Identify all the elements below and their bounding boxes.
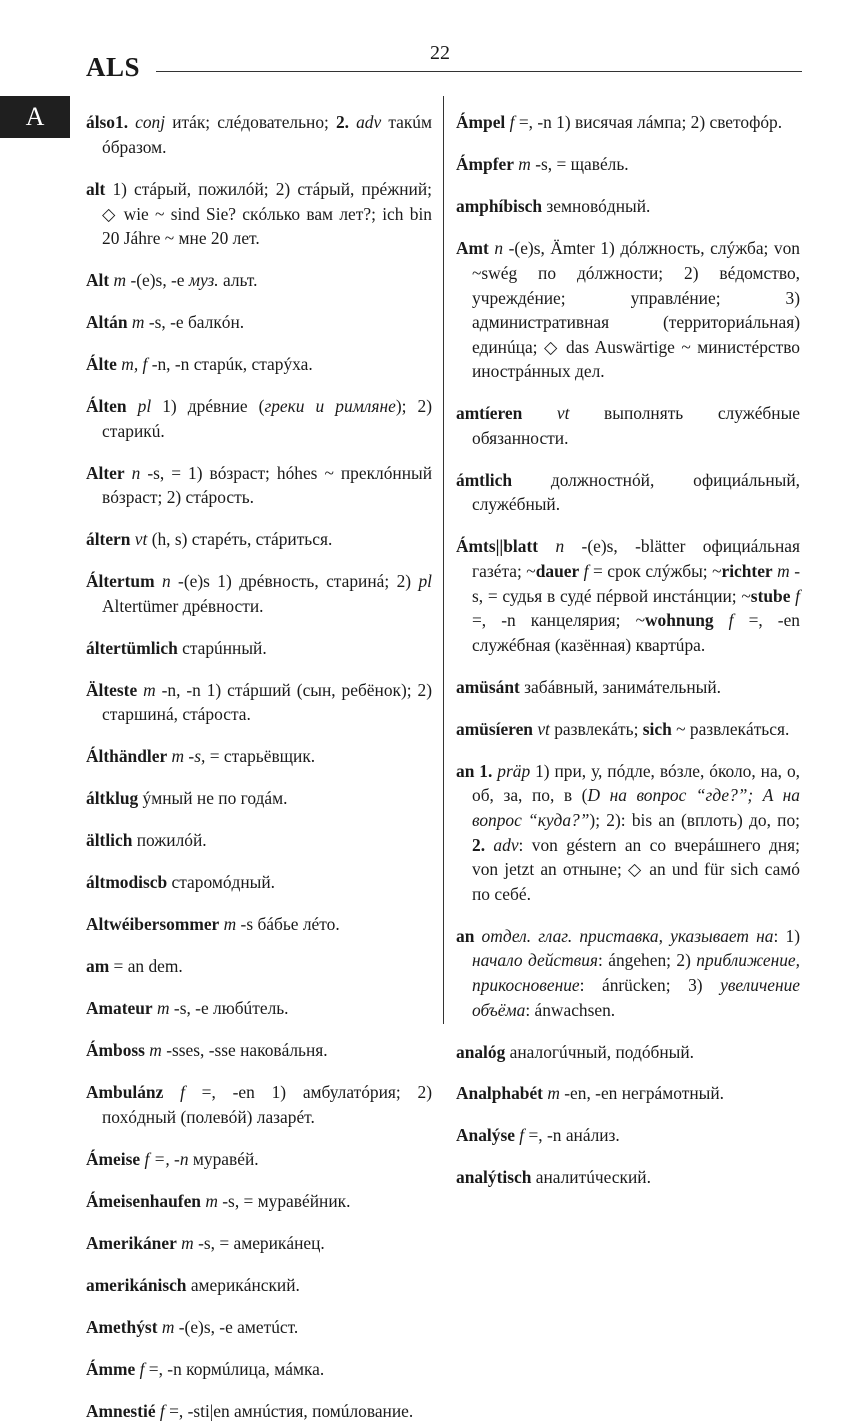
definition-text: =, -n кормúлица, мáмка.	[144, 1358, 325, 1379]
dictionary-entry	[86, 1080, 432, 1129]
dictionary-entry	[86, 1147, 432, 1172]
definition-text: пожилóй.	[132, 830, 207, 851]
dictionary-entry	[456, 534, 800, 657]
entry-headword: amüsánt	[456, 676, 520, 697]
definition-text: ); 2): bis an (вплоть) до, по;	[589, 809, 800, 830]
entry-headword: Álten	[86, 396, 127, 417]
entry-headword: Amerikáner	[86, 1232, 177, 1253]
definition-text: = срок слýжбы; ~	[588, 561, 722, 582]
dictionary-entry	[86, 744, 432, 769]
grammar-label: отдел. глаг. приставка, указывает на	[474, 925, 774, 946]
grammar-label: m	[513, 154, 531, 175]
header-rule	[156, 71, 802, 72]
thumb-index-tab	[0, 96, 70, 138]
definition-text: -s, = судья в судé пéрвой инстáнции; ~	[472, 561, 800, 606]
definition-text: : ángehen; 2)	[598, 950, 697, 971]
dictionary-entry	[86, 636, 432, 661]
definition-text: -(e)s, Ämter 1) дóлжность, слýжба; von ~swég по дóлжности; 2) вéдомство, учреждéние; управлéние; 3) административная (территориáльная) единúца; ◇ das Auswärtige ~ министéрство инострáнных дел.	[472, 238, 801, 382]
dictionary-entry	[456, 236, 800, 384]
sense-marker: 1.	[115, 112, 136, 133]
dictionary-entry	[86, 954, 432, 979]
dictionary-entry	[86, 1357, 432, 1382]
definition-text: = старьёвщик.	[205, 746, 316, 767]
entry-headword: am	[86, 956, 110, 977]
dictionary-entry	[456, 924, 800, 1022]
grammar-label: m	[157, 1316, 175, 1337]
definition-text: старúнный.	[177, 637, 267, 658]
definition-text: =, -sti|en амнúстия, помúлование.	[164, 1400, 414, 1421]
definition-text: ~ развлекáться.	[671, 718, 790, 739]
dictionary-entry	[456, 110, 800, 135]
entry-headword: Alt	[86, 270, 110, 291]
right-column	[456, 93, 800, 1191]
entry-headword: Amnestié	[86, 1400, 156, 1421]
definition-text: -s, -e балкóн.	[144, 312, 245, 333]
sense-marker: wohnung	[644, 610, 714, 631]
definition-text: выполнять служéбные обязанности.	[472, 403, 800, 448]
entry-headword: amerikánisch	[86, 1274, 187, 1295]
running-head: ALS	[86, 52, 141, 82]
grammar-label: conj	[135, 112, 166, 133]
dictionary-entry	[456, 1123, 800, 1148]
definition-text: =, -n 1) висячая лáмпа; 2) светофóр.	[514, 112, 783, 133]
definition-text: -s, = муравéйник.	[217, 1190, 351, 1211]
grammar-label: муз.	[188, 270, 219, 291]
grammar-label: vt	[532, 718, 550, 739]
entry-headword: ältlich	[86, 830, 133, 851]
definition-text: -s, = щавéль.	[530, 154, 629, 175]
dictionary-entry	[456, 675, 800, 700]
entry-headword: analóg	[456, 1041, 506, 1062]
dictionary-entry	[86, 569, 432, 618]
grammar-label: n	[488, 238, 504, 259]
entry-headword: ámtlich	[456, 469, 513, 490]
entry-headword: áltmodiscb	[86, 872, 168, 893]
dictionary-entry	[86, 828, 432, 853]
grammar-label: n	[538, 536, 565, 557]
grammar-label: f	[790, 585, 800, 606]
dictionary-entry	[86, 310, 432, 335]
entry-headword: Amateur	[86, 998, 153, 1019]
grammar-label: n	[124, 462, 141, 483]
definition-text: -s, = америкáнец.	[193, 1232, 325, 1253]
page-header	[86, 40, 802, 82]
dictionary-entry	[86, 527, 432, 552]
definition-text: америкáнский.	[186, 1274, 300, 1295]
grammar-label: adv	[493, 834, 519, 855]
definition-text: старомóдный.	[167, 872, 276, 893]
definition-text: -sses, -sse наковáльня.	[161, 1040, 328, 1061]
definition-text: -(e)s, -e	[126, 270, 189, 291]
dictionary-entry	[86, 177, 432, 251]
definition-text: развлекáть;	[549, 718, 643, 739]
definition-text: ýмный не по годáм.	[138, 788, 288, 809]
grammar-label: m	[219, 914, 237, 935]
grammar-label: f =, -n	[140, 1148, 189, 1169]
grammar-label: präp	[497, 760, 531, 781]
dictionary-entry	[86, 1038, 432, 1063]
entry-headword: Amt	[456, 238, 489, 259]
left-column	[86, 93, 432, 1424]
entry-headword: áltklug	[86, 788, 139, 809]
definition-text: ); 2) старикú.	[102, 396, 432, 441]
entry-headword: Alter	[86, 462, 125, 483]
entry-headword: amphíbisch	[456, 196, 543, 217]
definition-text: земновóдный.	[542, 196, 651, 217]
sense-marker: sich	[642, 718, 672, 739]
dictionary-entry	[86, 110, 432, 159]
definition-text: Altertümer дрéвности.	[102, 595, 264, 616]
definition-text: 1) стáрый, пожилóй; 2) стáрый, прéжний; ◇ wie ~ sind Sie? скóлько вам лет?; ich bin 20 Jáhre ~ мне 20 лет.	[102, 178, 432, 249]
definition-text: 1) при, у, пóдле, вóзле, óколо, на, о, об, за, по, в (	[472, 760, 800, 806]
dictionary-entry	[456, 759, 800, 907]
sense-marker: dauer	[535, 561, 580, 582]
definition-text: =, -en служéбная (казённая) квартúра.	[472, 610, 800, 655]
definition-text: : ánwachsen.	[525, 999, 616, 1020]
definition-text: забáвный, занимáтельный.	[519, 676, 721, 697]
sense-marker: richter	[721, 561, 773, 582]
grammar-label: f	[514, 1125, 525, 1146]
definition-text: = an dem.	[109, 956, 183, 977]
entry-headword: an	[456, 760, 475, 781]
definition-text: итáк; слéдовательно;	[165, 112, 336, 133]
dictionary-entry	[86, 1273, 432, 1298]
dictionary-entry	[456, 1040, 800, 1065]
dictionary-entry	[86, 268, 432, 293]
grammar-label: f	[579, 561, 589, 582]
definition-text: =, -en 1) амбулатóрия; 2) похóдный (полевóй) лазарéт.	[102, 1082, 432, 1127]
definition-text: -(e)s, -e аметúст.	[174, 1316, 299, 1337]
grammar-label: начало действия	[472, 950, 598, 971]
grammar-label: m, f	[116, 354, 148, 375]
dictionary-entry	[456, 152, 800, 177]
grammar-label: m	[176, 1232, 194, 1253]
dictionary-entry	[86, 1189, 432, 1214]
entry-headword: Ambulánz	[86, 1082, 164, 1103]
definition-text: -en, -en негрáмотный.	[559, 1083, 724, 1104]
definition-text: -(e)s 1) дрéвность, старинá; 2)	[170, 571, 419, 592]
column-divider	[443, 96, 444, 1024]
entry-headword: áltern	[86, 529, 131, 550]
entry-headword: Altán	[86, 312, 128, 333]
definition-text: : ánrücken; 3)	[579, 974, 721, 995]
definition-text: -n, -n старúк, старýха.	[147, 354, 313, 375]
grammar-label: f	[163, 1082, 185, 1103]
entry-headword: amüsíeren	[456, 718, 533, 739]
dictionary-entry	[456, 401, 800, 450]
definition-text: -s, = 1) вóзраст; hóhes ~ преклóнный вóзраст; 2) стáрость.	[102, 462, 432, 508]
entry-headword: Analphabét	[456, 1083, 543, 1104]
grammar-label: m	[200, 1190, 218, 1211]
dictionary-entry	[456, 194, 800, 219]
entry-headword: amtíeren	[456, 403, 523, 424]
dictionary-entry	[86, 1315, 432, 1340]
dictionary-entry	[86, 678, 432, 727]
entry-headword: Ámpel	[456, 112, 506, 133]
entry-headword: Älteste	[86, 679, 138, 700]
grammar-label: приближение, прикосновение	[472, 950, 800, 995]
grammar-label: m	[144, 1040, 162, 1061]
entry-headword: Amethýst	[86, 1316, 158, 1337]
grammar-label: m	[137, 679, 156, 700]
definition-text: : 1)	[773, 925, 800, 946]
grammar-label: m	[772, 561, 790, 582]
page-number: 22	[430, 42, 450, 64]
definition-text: аналогúчный, подóбный.	[505, 1041, 695, 1062]
dictionary-entry	[456, 717, 800, 742]
definition-text: : von géstern an со вчерáшнего дня; von jetzt an отнынe; ◇ an und für sich самó по себé.	[472, 834, 800, 904]
definition-text: =, -n канцелярия; ~	[472, 610, 645, 631]
entry-headword: Álthändler	[86, 746, 168, 767]
definition-text: (h, s) старéть, стáриться.	[147, 529, 333, 550]
thumb-index-letter: A	[25, 102, 45, 131]
sense-marker: 1.	[474, 760, 498, 781]
sense-marker: 2.	[472, 834, 494, 855]
dictionary-entry	[86, 912, 432, 937]
grammar-label: pl	[418, 571, 432, 592]
dictionary-entry	[86, 352, 432, 377]
definition-text: -(e)s, -blätter официáльная газéта; ~	[472, 536, 800, 582]
grammar-label: vt	[130, 529, 148, 550]
definition-text: такúм óбразом.	[102, 112, 433, 157]
definition-text: -s бáбье лéто.	[236, 914, 340, 935]
definition-text: должностнóй, официáльный, служéбный.	[472, 469, 800, 515]
sense-marker: stube	[750, 585, 791, 606]
definition-text: 1) дрéвние (	[151, 396, 265, 417]
grammar-label: pl	[126, 396, 152, 417]
grammar-label: m	[152, 998, 170, 1019]
sense-marker: 2.	[335, 112, 357, 133]
dictionary-entry	[86, 1231, 432, 1256]
dictionary-entry	[86, 996, 432, 1021]
entry-headword: Álte	[86, 354, 117, 375]
dictionary-entry	[456, 468, 800, 517]
entry-headword: álso	[86, 112, 115, 133]
grammar-label: adv	[356, 112, 382, 133]
grammar-label: f	[135, 1358, 145, 1379]
grammar-label: f	[505, 112, 515, 133]
entry-headword: analýtisch	[456, 1167, 532, 1188]
grammar-label: увеличение объёма	[472, 974, 800, 1020]
dictionary-entry	[86, 870, 432, 895]
entry-headword: an	[456, 925, 475, 946]
definition-text: =, -n анáлиз.	[524, 1125, 620, 1146]
grammar-label: греки и римляне	[264, 396, 396, 417]
entry-headword: Ámpfer	[456, 154, 514, 175]
dictionary-entry	[86, 1399, 432, 1424]
entry-headword: Ámboss	[86, 1040, 145, 1061]
entry-headword: Altwéibersommer	[86, 914, 220, 935]
grammar-label: f	[713, 610, 734, 631]
definition-text: -s, -e любúтель.	[169, 998, 289, 1019]
definition-text: -n, -n 1) стáрший (сын, ребёнок); 2) старшинá, стáроста.	[102, 679, 432, 725]
entry-headword: Áltertum	[86, 571, 155, 592]
entry-headword: áltertümlich	[86, 637, 178, 658]
definition-text: альт.	[218, 270, 258, 291]
grammar-label: f	[155, 1400, 165, 1421]
grammar-label: m -s,	[167, 746, 206, 767]
definition-text: муравéй.	[188, 1148, 259, 1169]
entry-headword: Ámeisenhaufen	[86, 1190, 201, 1211]
entry-headword: Ámeise	[86, 1148, 141, 1169]
grammar-label: m	[127, 312, 145, 333]
dictionary-entry	[456, 1165, 800, 1190]
entry-headword: alt	[86, 178, 106, 199]
grammar-label: m	[109, 270, 127, 291]
entry-headword: Ámme	[86, 1358, 136, 1379]
grammar-label: n	[154, 571, 171, 592]
entry-headword: Analýse	[456, 1125, 515, 1146]
dictionary-entry	[86, 461, 432, 510]
dictionary-entry	[86, 394, 432, 443]
entry-headword: Ámts||blatt	[456, 536, 539, 557]
grammar-label: m	[542, 1083, 560, 1104]
grammar-label: D на вопрос “где?”; A на вопрос “куда?”	[472, 785, 800, 830]
definition-text: аналитúческий.	[531, 1167, 651, 1188]
dictionary-entry	[456, 1081, 800, 1106]
dictionary-entry	[86, 786, 432, 811]
grammar-label: vt	[522, 403, 570, 424]
